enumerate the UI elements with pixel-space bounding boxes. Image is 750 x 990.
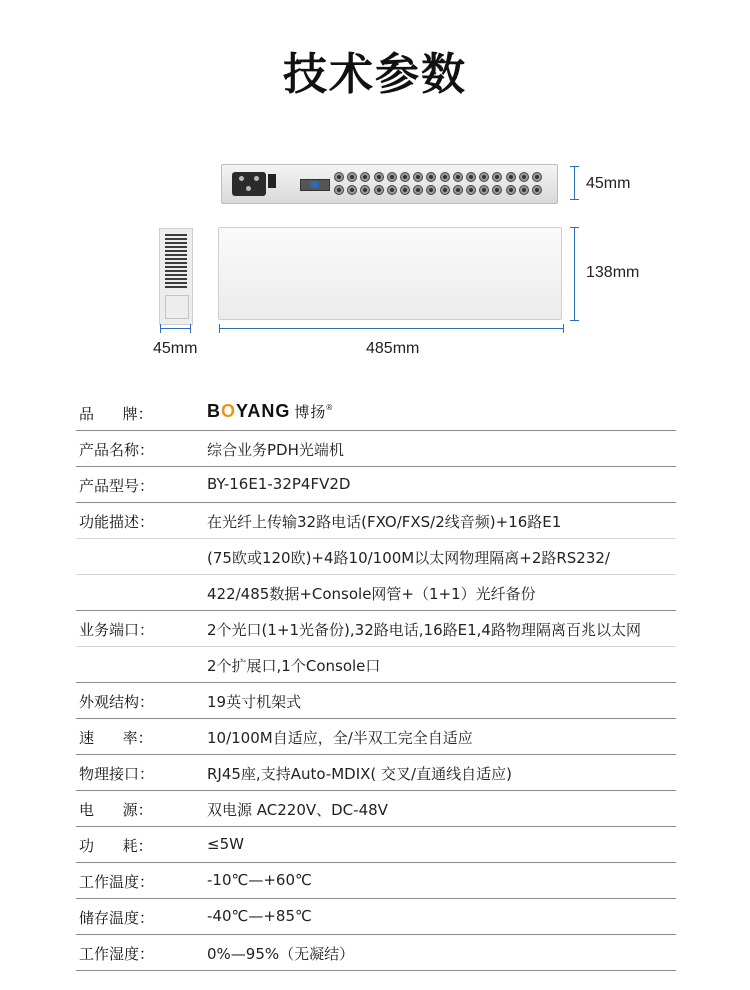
brand-logo — [207, 401, 333, 422]
registered-mark: ® — [326, 403, 334, 412]
spec-value: 19英寸机架式 — [207, 693, 302, 711]
power-switch-icon — [268, 174, 276, 188]
spec-value: 双电源 AC220V、DC-48V — [207, 801, 388, 819]
power-socket-icon — [232, 172, 266, 196]
bnc-connector-icon — [492, 172, 502, 182]
spec-table — [76, 395, 676, 971]
bnc-connector-icon — [532, 185, 542, 195]
dimension-line-side-depth — [160, 328, 191, 329]
spec-row — [76, 791, 676, 827]
optical-port-icon — [300, 179, 330, 191]
spec-row — [76, 719, 676, 755]
bnc-connector-icon — [506, 185, 516, 195]
dimension-top-height: 138mm — [586, 264, 640, 281]
spec-value: 422/485数据+Console网管+（1+1）光纤备份 — [207, 585, 536, 603]
spec-label: 产品名称： — [79, 441, 155, 459]
spec-label: 产品型号： — [79, 477, 155, 495]
spec-row — [76, 647, 676, 683]
bnc-connector-icon — [440, 185, 450, 195]
bnc-connector-icon — [347, 172, 357, 182]
bnc-connector-icon — [374, 172, 384, 182]
spec-label: 电 源： — [79, 801, 153, 819]
bnc-connector-icon — [453, 185, 463, 195]
spec-label: 功能描述： — [79, 513, 155, 531]
spec-row — [76, 467, 676, 503]
bnc-connector-icon — [492, 185, 502, 195]
spec-value: 2个扩展口,1个Console口 — [207, 657, 381, 675]
bnc-connector-icon — [440, 172, 450, 182]
page-title: 技术参数 — [283, 49, 467, 100]
spec-value: -10℃—+60℃ — [207, 871, 312, 889]
spec-label: 储存温度： — [79, 909, 155, 927]
spec-label: 外观结构： — [79, 693, 155, 711]
bnc-connector-icon — [532, 172, 542, 182]
bnc-connector-icon — [374, 185, 384, 195]
vent-grill-icon — [165, 234, 187, 289]
bnc-connector-icon — [387, 172, 397, 182]
spec-value: RJ45座,支持Auto-MDIX( 交叉/直通线自适应) — [207, 765, 512, 783]
bnc-connector-icon — [413, 185, 423, 195]
bnc-connector-icon — [506, 172, 516, 182]
bnc-connector-icon — [519, 172, 529, 182]
spec-label: 速 率： — [79, 729, 153, 747]
dimension-line-width — [219, 328, 564, 329]
spec-label: 工作湿度： — [79, 945, 155, 963]
device-front-panel — [221, 164, 558, 204]
device-top-view — [218, 227, 562, 320]
spec-value: 在光纤上传输32路电话(FXO/FXS/2线音频)+16路E1 — [207, 513, 562, 531]
spec-row — [76, 827, 676, 863]
spec-row — [76, 755, 676, 791]
bnc-connector-icon — [360, 185, 370, 195]
brand-logo-text: BOYANG — [207, 401, 291, 421]
bnc-connector-icon — [466, 185, 476, 195]
spec-label: 工作温度： — [79, 873, 155, 891]
bnc-connector-icon — [347, 185, 357, 195]
bnc-connector-icon — [400, 185, 410, 195]
spec-value: ≤5W — [207, 835, 244, 853]
spec-row — [76, 503, 676, 539]
spec-label: 物理接口： — [79, 765, 155, 783]
spec-row — [76, 863, 676, 899]
spec-value: 2个光口(1+1光备份),32路电话,16路E1,4路物理隔离百兆以太网 — [207, 621, 641, 639]
device-side-view — [159, 228, 193, 325]
spec-value: 0%—95%（无凝结） — [207, 945, 355, 963]
spec-row — [76, 575, 676, 611]
bnc-connector-icon — [426, 172, 436, 182]
dimension-front-height: 45mm — [586, 175, 631, 192]
bnc-connector-icon — [519, 185, 529, 195]
bnc-connector-icon — [426, 185, 436, 195]
spec-label: 业务端口： — [79, 621, 155, 639]
spec-row-brand — [76, 395, 676, 431]
dimension-side-depth: 45mm — [153, 340, 198, 357]
bnc-connector-icon — [334, 172, 344, 182]
bnc-connector-icon — [453, 172, 463, 182]
bnc-connector-icon — [387, 185, 397, 195]
bnc-connector-icon — [400, 172, 410, 182]
spec-value: 10/100M自适应，全/半双工完全自适应 — [207, 729, 473, 747]
brand-cn-name: 博扬 — [294, 403, 327, 421]
spec-value: -40℃—+85℃ — [207, 907, 312, 925]
spec-row — [76, 431, 676, 467]
dimension-line-top-height — [574, 227, 575, 321]
dimension-width: 485mm — [366, 340, 420, 357]
bnc-connector-icon — [334, 185, 344, 195]
spec-row — [76, 611, 676, 647]
spec-label: 功 耗： — [79, 837, 153, 855]
bnc-connector-icon — [360, 172, 370, 182]
bnc-connector-icon — [479, 185, 489, 195]
spec-value: 综合业务PDH光端机 — [207, 441, 344, 459]
bnc-connector-icon — [466, 172, 476, 182]
spec-row — [76, 935, 676, 971]
dimension-line-front-height — [574, 166, 575, 200]
bnc-connector-icon — [479, 172, 489, 182]
spec-row — [76, 539, 676, 575]
spec-value: BY-16E1-32P4FV2D — [207, 475, 351, 493]
spec-row — [76, 683, 676, 719]
spec-label: 品 牌： — [79, 405, 153, 423]
bnc-connector-icon — [413, 172, 423, 182]
spec-value: (75欧或120欧)+4路10/100M以太网物理隔离+2路RS232/ — [207, 549, 610, 567]
spec-row — [76, 899, 676, 935]
mount-bracket-icon — [165, 295, 189, 319]
